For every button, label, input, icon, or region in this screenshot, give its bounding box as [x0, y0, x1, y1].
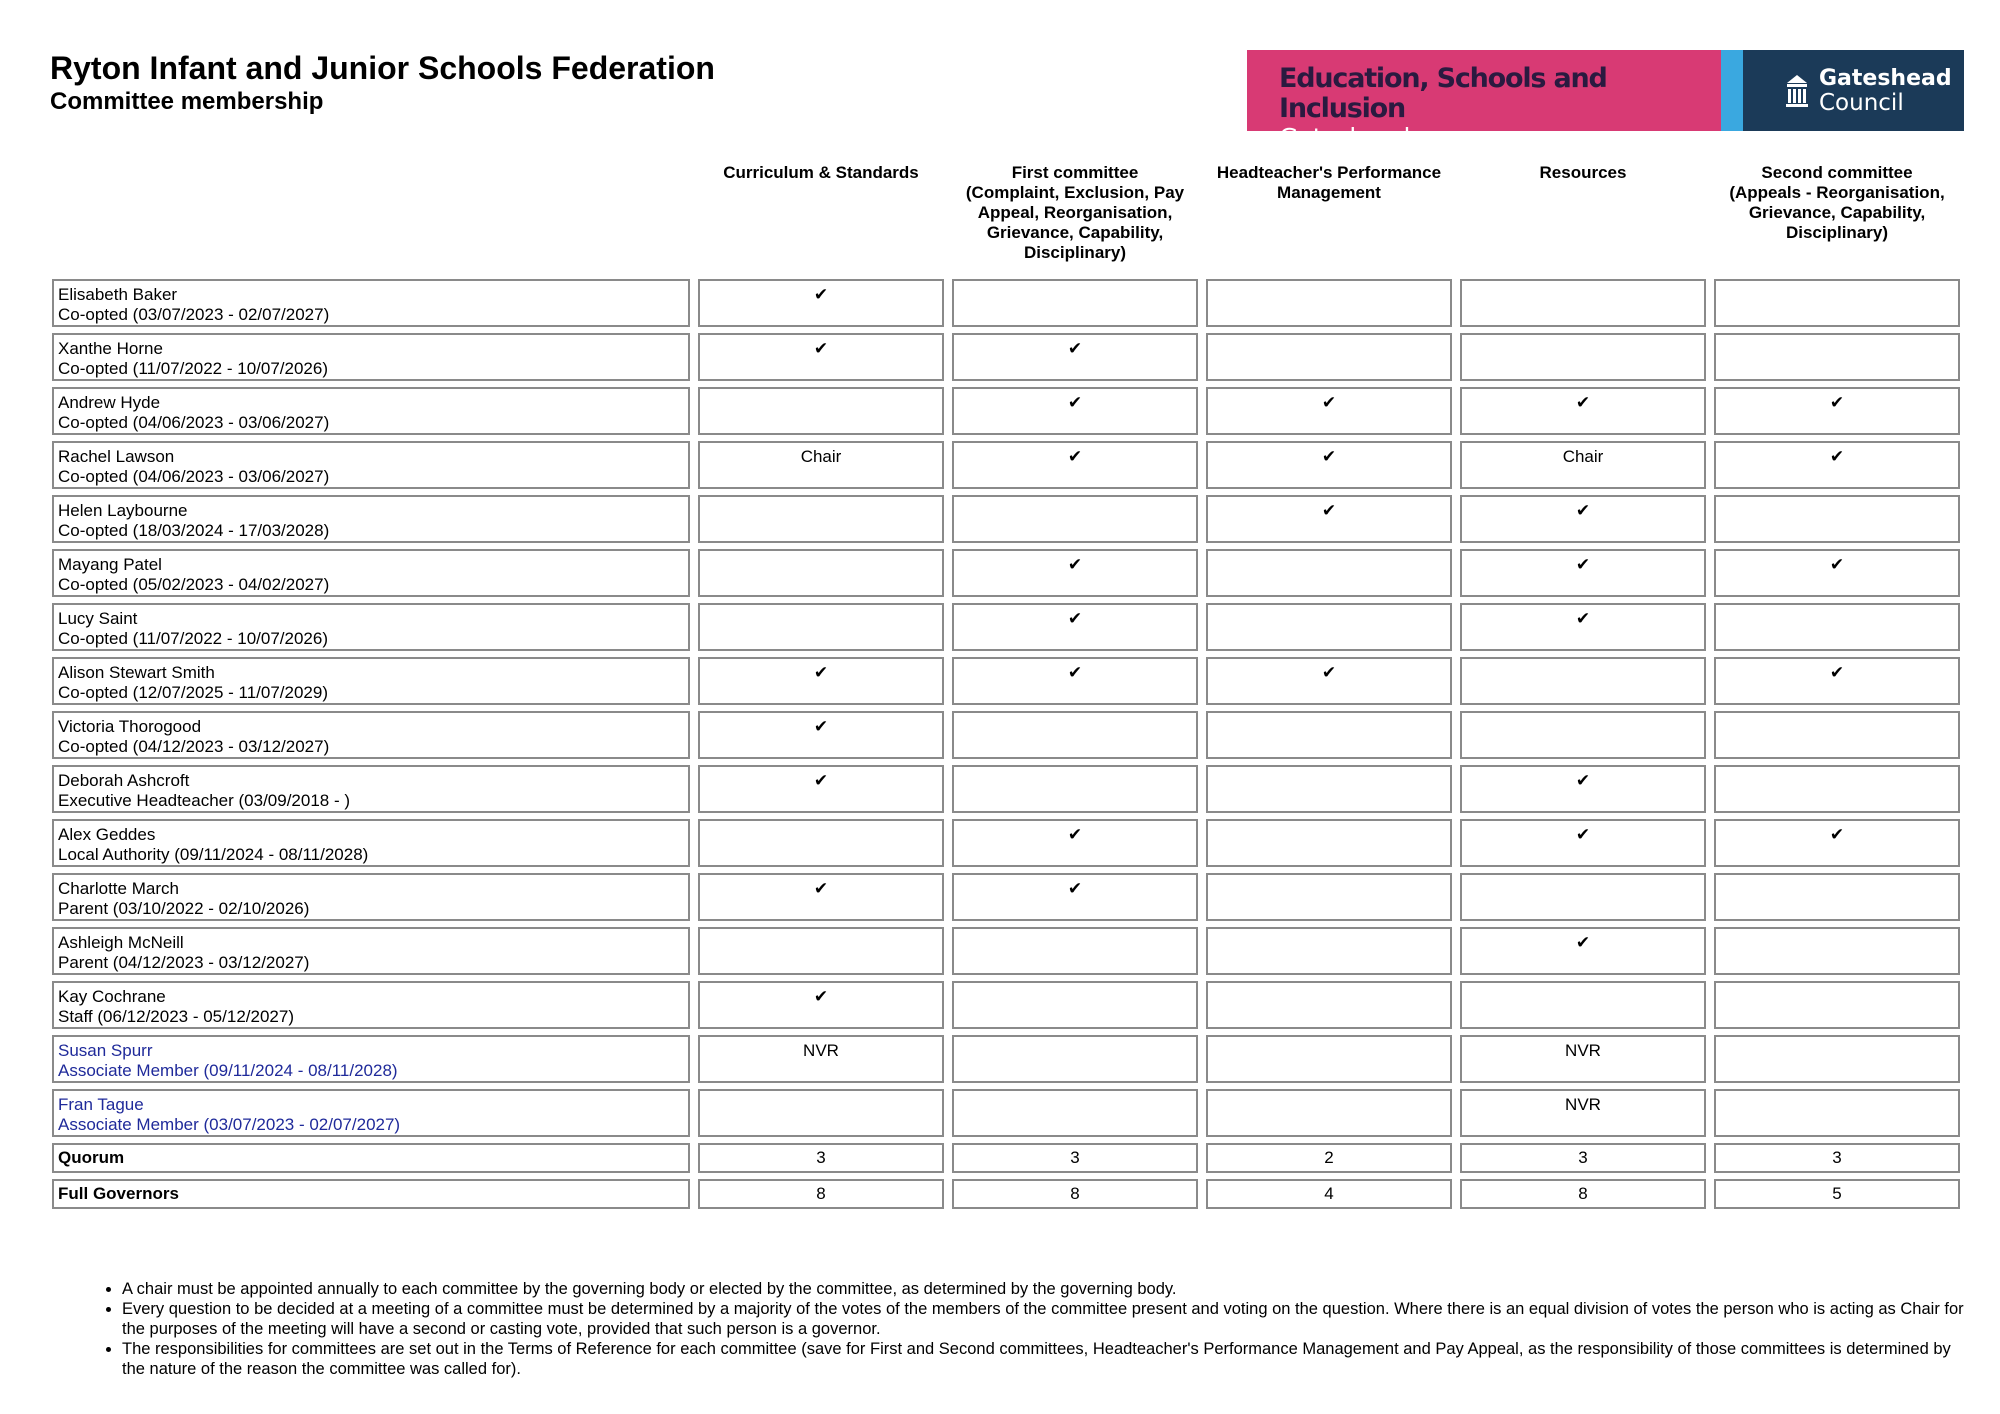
member-name: Rachel Lawson: [58, 447, 175, 466]
member-role: Co-opted (11/07/2022 - 10/07/2026): [58, 629, 328, 648]
column-header: [1206, 159, 1452, 273]
column-header-line: (Appeals - Reorganisation,: [1729, 183, 1945, 202]
column-header-line: First committee: [1011, 163, 1139, 182]
membership-cell: [1206, 873, 1452, 921]
membership-cell: ✔: [1460, 549, 1706, 597]
member-row: [52, 603, 1960, 651]
member-row: [52, 495, 1960, 543]
column-header-line: Resources: [1539, 163, 1627, 182]
membership-cell: [698, 387, 944, 435]
member-cell: [52, 711, 690, 759]
logo-blue-strip: [1721, 50, 1743, 131]
membership-cell: [1206, 603, 1452, 651]
member-name: Lucy Saint: [58, 609, 138, 628]
membership-cell: ✔: [698, 657, 944, 705]
member-row: [52, 1089, 1960, 1137]
member-row: [52, 981, 1960, 1029]
membership-cell: ✔: [1206, 495, 1452, 543]
membership-cell: [952, 495, 1198, 543]
membership-cell: ✔: [952, 819, 1198, 867]
member-rows: [52, 279, 1960, 1137]
column-header: [1460, 159, 1706, 273]
column-header: [698, 159, 944, 273]
committee-membership-table: [44, 153, 1968, 1215]
summary-value: 2: [1206, 1143, 1452, 1173]
membership-cell: [1714, 1089, 1960, 1137]
member-role: Co-opted (03/07/2023 - 02/07/2027): [58, 305, 330, 324]
summary-value: 5: [1714, 1179, 1960, 1209]
membership-cell: [1714, 873, 1960, 921]
member-cell: [52, 1035, 690, 1083]
membership-cell: ✔: [1460, 819, 1706, 867]
membership-cell: ✔: [698, 981, 944, 1029]
membership-cell: ✔: [952, 657, 1198, 705]
membership-cell: [698, 927, 944, 975]
member-row: [52, 819, 1960, 867]
member-row: [52, 441, 1960, 489]
note-item: • The responsibilities for committees are set out in the Terms of Reference for each committee (save for First and Second committees, Headteacher's Performance Management and Pay Appeal, as the responsibility of those committees is determined by the nature of the reason the committee was called for).: [122, 1339, 1966, 1379]
membership-cell: [1714, 279, 1960, 327]
summary-value: 8: [952, 1179, 1198, 1209]
council-name-line-2: Council: [1819, 89, 1904, 116]
summary-label: Quorum: [52, 1143, 690, 1173]
member-name: Fran Tague: [58, 1095, 144, 1114]
member-role: Parent (04/12/2023 - 03/12/2027): [58, 953, 310, 972]
member-name: Victoria Thorogood: [58, 717, 202, 736]
member-role: Associate Member (09/11/2024 - 08/11/2028): [58, 1061, 398, 1080]
member-name: Susan Spurr: [58, 1041, 153, 1060]
logo-line-2: Gateshead: [1279, 123, 1410, 152]
column-header-line: Curriculum & Standards: [723, 163, 919, 182]
column-header-line: Grievance, Capability,: [1748, 203, 1926, 222]
membership-cell: [952, 279, 1198, 327]
member-role: Co-opted (12/07/2025 - 11/07/2029): [58, 683, 328, 702]
membership-cell: ✔: [698, 765, 944, 813]
membership-cell: [952, 1089, 1198, 1137]
member-cell: [52, 387, 690, 435]
membership-cell: [1714, 495, 1960, 543]
member-cell: [52, 549, 690, 597]
summary-value: 4: [1206, 1179, 1452, 1209]
column-header-line: (Complaint, Exclusion, Pay: [965, 183, 1185, 202]
membership-cell: ✔: [1714, 657, 1960, 705]
summary-value: 3: [952, 1143, 1198, 1173]
member-name: Ashleigh McNeill: [58, 933, 184, 952]
logo-line-1: Education, Schools and Inclusion: [1279, 63, 1607, 124]
membership-cell: [698, 495, 944, 543]
member-cell: [52, 657, 690, 705]
membership-cell: [952, 711, 1198, 759]
membership-cell: ✔: [952, 387, 1198, 435]
summary-rows: [52, 1143, 1960, 1209]
member-role: Co-opted (05/02/2023 - 04/02/2027): [58, 575, 330, 594]
membership-cell: ✔: [1460, 603, 1706, 651]
summary-value: 3: [698, 1143, 944, 1173]
member-name: Kay Cochrane: [58, 987, 166, 1006]
member-name: Alison Stewart Smith: [58, 663, 215, 682]
membership-cell: [1714, 981, 1960, 1029]
council-name-line-1: Gateshead: [1819, 65, 1952, 91]
membership-cell: [1206, 1089, 1452, 1137]
membership-cell: ✔: [952, 441, 1198, 489]
member-name: Elisabeth Baker: [58, 285, 178, 304]
council-logo: [1247, 50, 1964, 152]
column-header-line: Second committee: [1761, 163, 1913, 182]
column-header-line: Grievance, Capability,: [986, 223, 1164, 242]
member-row: [52, 333, 1960, 381]
logo-council-panel: [1743, 50, 1964, 131]
column-header: [952, 159, 1198, 273]
summary-value: 8: [698, 1179, 944, 1209]
membership-cell: ✔: [698, 711, 944, 759]
member-role: Staff (06/12/2023 - 05/12/2027): [58, 1007, 294, 1026]
membership-cell: [1460, 657, 1706, 705]
note-item: • Every question to be decided at a meeting of a committee must be determined by a majority of the votes of the members of the committee present and voting on the question. Where there is an equal division of votes the person who is acting as Chair for the purposes of the meeting will have a second or casting vote, provided that such person is a governor.: [122, 1299, 1966, 1339]
member-row: [52, 873, 1960, 921]
membership-cell: [698, 1089, 944, 1137]
member-name: Xanthe Horne: [58, 339, 163, 358]
membership-cell: ✔: [1714, 819, 1960, 867]
member-row: [52, 279, 1960, 327]
membership-cell: [1206, 1035, 1452, 1083]
membership-cell: [1714, 711, 1960, 759]
member-name: Charlotte March: [58, 879, 179, 898]
page-title: Ryton Infant and Junior Schools Federation: [50, 50, 715, 86]
membership-cell: [1460, 333, 1706, 381]
member-row: [52, 387, 1960, 435]
membership-cell: NVR: [698, 1035, 944, 1083]
column-header-line: Appeal, Reorganisation,: [977, 203, 1173, 222]
membership-cell: ✔: [1206, 387, 1452, 435]
member-name: Alex Geddes: [58, 825, 156, 844]
member-role: Co-opted (11/07/2022 - 10/07/2026): [58, 359, 328, 378]
membership-cell: [1206, 765, 1452, 813]
member-role: Executive Headteacher (03/09/2018 - ): [58, 791, 351, 810]
notes-list: [96, 1279, 1966, 1379]
header-row: [52, 159, 1960, 273]
member-row: [52, 1035, 1960, 1083]
column-header-line: Headteacher's Performance: [1216, 163, 1442, 182]
membership-cell: [698, 819, 944, 867]
membership-cell: ✔: [1460, 495, 1706, 543]
civic-building-icon: [1783, 71, 1811, 111]
membership-cell: [1714, 333, 1960, 381]
column-header-line: Management: [1277, 183, 1381, 202]
membership-cell: ✔: [1206, 657, 1452, 705]
membership-cell: ✔: [952, 333, 1198, 381]
member-name: Helen Laybourne: [58, 501, 188, 520]
membership-cell: ✔: [698, 279, 944, 327]
member-cell: [52, 873, 690, 921]
membership-cell: [1460, 981, 1706, 1029]
member-role: Co-opted (04/12/2023 - 03/12/2027): [58, 737, 330, 756]
membership-cell: [1714, 765, 1960, 813]
membership-cell: [698, 603, 944, 651]
membership-cell: [1460, 711, 1706, 759]
member-role: Local Authority (09/11/2024 - 08/11/2028): [58, 845, 369, 864]
member-row: [52, 711, 1960, 759]
summary-row: [52, 1143, 1960, 1173]
membership-cell: ✔: [1714, 387, 1960, 435]
membership-cell: ✔: [698, 333, 944, 381]
membership-cell: [1206, 981, 1452, 1029]
membership-cell: ✔: [1460, 927, 1706, 975]
membership-cell: [1714, 603, 1960, 651]
membership-cell: ✔: [698, 873, 944, 921]
member-cell: [52, 765, 690, 813]
note-item: • A chair must be appointed annually to each committee by the governing body or elected by the committee, as determined by the governing body.: [122, 1279, 1966, 1299]
column-header-line: Disciplinary): [1785, 223, 1889, 242]
page-subtitle: Committee membership: [50, 88, 324, 115]
summary-label: Full Governors: [52, 1179, 690, 1209]
member-name: Mayang Patel: [58, 555, 162, 574]
member-role: Parent (03/10/2022 - 02/10/2026): [58, 899, 310, 918]
membership-cell: ✔: [1714, 441, 1960, 489]
member-cell: [52, 819, 690, 867]
member-name: Deborah Ashcroft: [58, 771, 190, 790]
member-row: [52, 657, 1960, 705]
membership-cell: Chair: [1460, 441, 1706, 489]
membership-cell: ✔: [1714, 549, 1960, 597]
member-row: [52, 549, 1960, 597]
member-column-header: [52, 159, 690, 273]
member-name: Andrew Hyde: [58, 393, 161, 412]
membership-cell: ✔: [1460, 765, 1706, 813]
member-role: Co-opted (18/03/2024 - 17/03/2028): [58, 521, 330, 540]
membership-cell: Chair: [698, 441, 944, 489]
member-cell: [52, 495, 690, 543]
membership-cell: NVR: [1460, 1089, 1706, 1137]
membership-cell: ✔: [952, 603, 1198, 651]
member-role: Co-opted (04/06/2023 - 03/06/2027): [58, 413, 330, 432]
member-row: [52, 765, 1960, 813]
membership-cell: [952, 1035, 1198, 1083]
member-cell: [52, 1089, 690, 1137]
membership-cell: [1206, 549, 1452, 597]
membership-cell: [952, 927, 1198, 975]
member-cell: [52, 981, 690, 1029]
member-cell: [52, 279, 690, 327]
member-cell: [52, 927, 690, 975]
membership-cell: [1460, 279, 1706, 327]
member-cell: [52, 441, 690, 489]
member-role: Associate Member (03/07/2023 - 02/07/2027): [58, 1115, 401, 1134]
summary-value: 3: [1714, 1143, 1960, 1173]
member-cell: [52, 333, 690, 381]
member-cell: [52, 603, 690, 651]
membership-cell: [1714, 1035, 1960, 1083]
summary-value: 8: [1460, 1179, 1706, 1209]
membership-cell: [952, 981, 1198, 1029]
logo-education-panel: [1247, 50, 1721, 152]
membership-cell: [1460, 873, 1706, 921]
membership-cell: [1206, 333, 1452, 381]
membership-cell: [1206, 279, 1452, 327]
membership-cell: ✔: [1206, 441, 1452, 489]
membership-cell: [1714, 927, 1960, 975]
membership-cell: ✔: [1460, 387, 1706, 435]
membership-cell: [698, 549, 944, 597]
summary-row: [52, 1179, 1960, 1209]
membership-cell: [1206, 711, 1452, 759]
summary-value: 3: [1460, 1143, 1706, 1173]
membership-cell: [1206, 819, 1452, 867]
membership-cell: NVR: [1460, 1035, 1706, 1083]
member-row: [52, 927, 1960, 975]
membership-cell: [952, 765, 1198, 813]
column-header: [1714, 159, 1960, 273]
column-header-line: Disciplinary): [1023, 243, 1127, 262]
member-role: Co-opted (04/06/2023 - 03/06/2027): [58, 467, 330, 486]
membership-cell: ✔: [952, 873, 1198, 921]
membership-cell: [1206, 927, 1452, 975]
membership-cell: ✔: [952, 549, 1198, 597]
